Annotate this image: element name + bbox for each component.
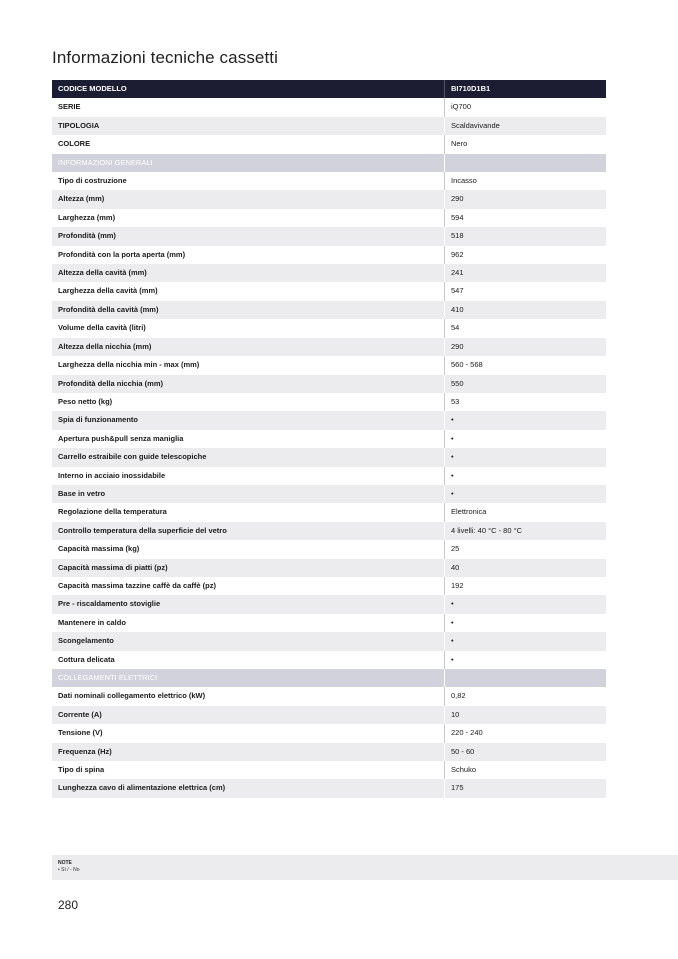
spec-label: Dati nominali collegamento elettrico (kW) [52,687,445,705]
table-row [52,614,606,632]
spec-label: Altezza della cavità (mm) [52,264,445,282]
spec-value: Scaldavivande [445,117,607,135]
table-header-row [52,80,606,98]
spec-value: iQ700 [445,98,607,116]
table-row [52,411,606,429]
spec-label: Corrente (A) [52,706,445,724]
page-title: Informazioni tecniche cassetti [52,48,278,67]
spec-value: • [445,614,607,632]
spec-label: Profondità con la porta aperta (mm) [52,246,445,264]
spec-value: • [445,411,607,429]
spec-table-body [52,80,606,798]
table-row [52,559,606,577]
spec-label: Mantenere in caldo [52,614,445,632]
spec-value: • [445,467,607,485]
spec-value: 0,82 [445,687,607,705]
spec-value: • [445,632,607,650]
table-section-row [52,669,606,687]
spec-label: CODICE MODELLO [52,80,445,98]
table-row [52,227,606,245]
spec-value: 25 [445,540,607,558]
table-row [52,503,606,521]
spec-label: Frequenza (Hz) [52,743,445,761]
table-row [52,706,606,724]
table-row [52,595,606,613]
table-row [52,485,606,503]
spec-value [445,669,607,687]
spec-label: Capacità massima di piatti (pz) [52,559,445,577]
notes-text: • Sì / - No [58,867,80,873]
spec-value: 241 [445,264,607,282]
spec-label: Interno in acciaio inossidabile [52,467,445,485]
spec-table [52,80,606,798]
spec-label: Profondità della nicchia (mm) [52,375,445,393]
table-row [52,779,606,797]
table-row [52,117,606,135]
spec-label: Peso netto (kg) [52,393,445,411]
spec-label: Apertura push&pull senza maniglia [52,430,445,448]
spec-value: 54 [445,319,607,337]
spec-value: 290 [445,338,607,356]
section-title: COLLEGAMENTI ELETTRICI [52,669,445,687]
spec-label: Cottura delicata [52,651,445,669]
spec-value: • [445,595,607,613]
spec-label: Volume della cavità (litri) [52,319,445,337]
table-row [52,190,606,208]
spec-value: • [445,485,607,503]
spec-value: 560 - 568 [445,356,607,374]
spec-value: 594 [445,209,607,227]
spec-label: Lunghezza cavo di alimentazione elettrica (cm) [52,779,445,797]
spec-label: SERIE [52,98,445,116]
table-row [52,687,606,705]
table-row [52,540,606,558]
spec-value: 962 [445,246,607,264]
table-row [52,338,606,356]
table-row [52,209,606,227]
section-title: INFORMAZIONI GENERALI [52,154,445,172]
spec-label: COLORE [52,135,445,153]
page-number: 280 [58,898,79,912]
table-row [52,301,606,319]
spec-value: 547 [445,282,607,300]
spec-label: Larghezza della cavità (mm) [52,282,445,300]
spec-value: 410 [445,301,607,319]
table-section-row [52,154,606,172]
table-row [52,98,606,116]
spec-label: Capacità massima tazzine caffè da caffè (pz) [52,577,445,595]
spec-value: 518 [445,227,607,245]
notes-title: NOTE [58,860,72,866]
spec-label: Tipo di costruzione [52,172,445,190]
table-row [52,577,606,595]
table-row [52,264,606,282]
spec-value: Incasso [445,172,607,190]
spec-label: Altezza (mm) [52,190,445,208]
spec-label: Larghezza (mm) [52,209,445,227]
spec-value: • [445,430,607,448]
table-row [52,172,606,190]
table-row [52,246,606,264]
spec-label: Base in vetro [52,485,445,503]
spec-value: • [445,448,607,466]
spec-label: Carrello estraibile con guide telescopiche [52,448,445,466]
spec-label: Altezza della nicchia (mm) [52,338,445,356]
spec-label: Tipo di spina [52,761,445,779]
table-row [52,356,606,374]
spec-label: Larghezza della nicchia min - max (mm) [52,356,445,374]
spec-label: Profondità della cavità (mm) [52,301,445,319]
spec-value: 175 [445,779,607,797]
table-row [52,651,606,669]
table-row [52,375,606,393]
spec-label: Profondità (mm) [52,227,445,245]
table-row [52,724,606,742]
spec-value: 550 [445,375,607,393]
table-row [52,282,606,300]
spec-label: Pre - riscaldamento stoviglie [52,595,445,613]
table-row [52,522,606,540]
table-row [52,761,606,779]
spec-value: 53 [445,393,607,411]
spec-label: Scongelamento [52,632,445,650]
spec-label: Regolazione della temperatura [52,503,445,521]
table-row [52,467,606,485]
spec-label: Tensione (V) [52,724,445,742]
table-row [52,430,606,448]
table-row [52,448,606,466]
table-row [52,632,606,650]
spec-label: Controllo temperatura della superficie del vetro [52,522,445,540]
spec-value: Elettronica [445,503,607,521]
table-row [52,393,606,411]
table-row [52,319,606,337]
spec-value: Schuko [445,761,607,779]
notes-box [52,855,678,880]
spec-value: 4 livelli: 40 °C - 80 °C [445,522,607,540]
spec-value: • [445,651,607,669]
spec-label: Spia di funzionamento [52,411,445,429]
spec-value [445,154,607,172]
spec-value: 50 - 60 [445,743,607,761]
spec-value: Nero [445,135,607,153]
table-row [52,743,606,761]
spec-value: 40 [445,559,607,577]
spec-value: 192 [445,577,607,595]
spec-label: TIPOLOGIA [52,117,445,135]
table-row [52,135,606,153]
spec-value: 220 - 240 [445,724,607,742]
spec-value: 10 [445,706,607,724]
spec-label: Capacità massima (kg) [52,540,445,558]
spec-value: 290 [445,190,607,208]
spec-value: BI710D1B1 [445,80,607,98]
